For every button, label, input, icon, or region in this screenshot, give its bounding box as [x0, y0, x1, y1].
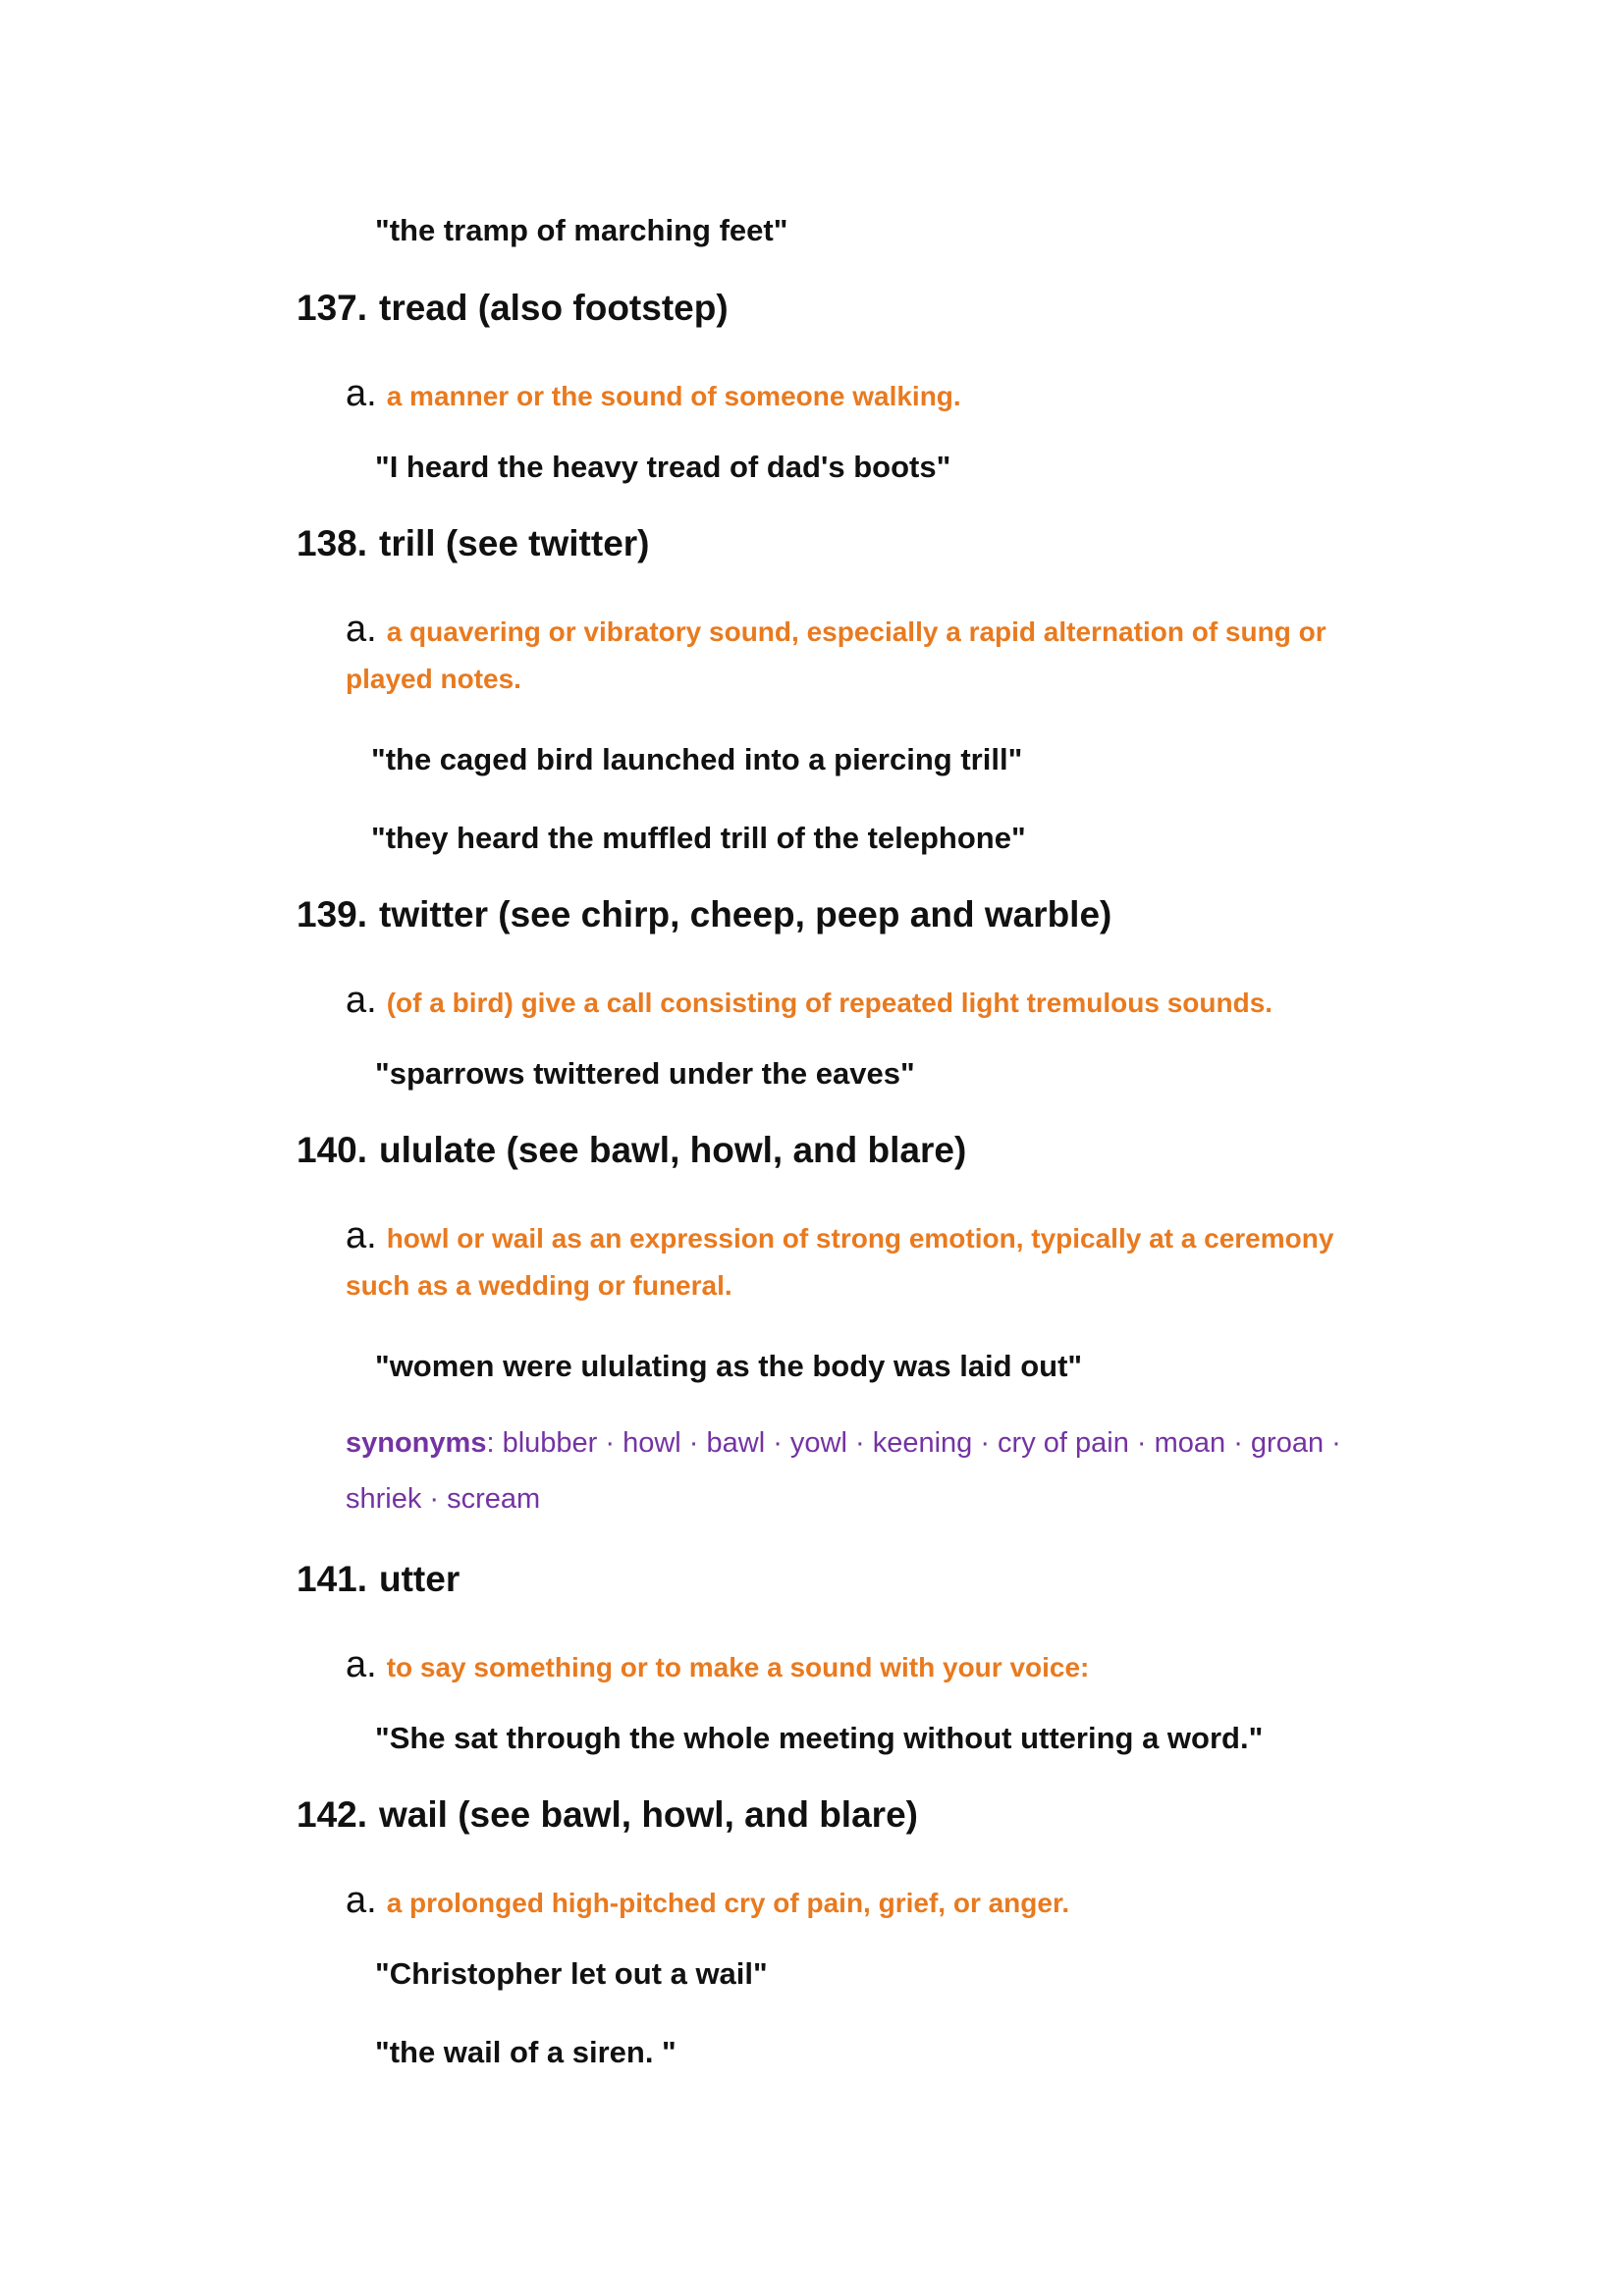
example-sentence: "the wail of a siren. "	[375, 2035, 677, 2069]
entry-number: 142.	[297, 1794, 368, 1835]
definition-text: a manner or the sound of someone walking.	[386, 381, 961, 411]
entry-heading-138	[297, 523, 650, 564]
definition-142	[346, 1880, 1069, 1922]
entry-heading-140	[297, 1130, 966, 1171]
definition-text: a prolonged high-pitched cry of pain, grief, or anger.	[386, 1888, 1070, 1918]
entry-number: 137.	[297, 288, 368, 328]
example-sentence: "the caged bird launched into a piercing trill"	[371, 742, 1023, 776]
definition-141	[346, 1644, 1089, 1686]
entry-term: tread (also footstep)	[379, 288, 729, 328]
definition-140-continued: such as a wedding or funeral.	[346, 1270, 732, 1301]
definition-138	[346, 609, 1326, 651]
definition-marker: a.	[346, 1644, 377, 1685]
example-sentence: "the tramp of marching feet"	[375, 213, 788, 247]
entry-term: wail (see bawl, howl, and blare)	[379, 1794, 918, 1835]
definition-text: a quavering or vibratory sound, especially a rapid alternation of sung or	[386, 616, 1326, 647]
definition-140	[346, 1215, 1333, 1257]
example-sentence: "sparrows twittered under the eaves"	[375, 1056, 915, 1091]
entry-term: utter	[379, 1559, 460, 1599]
definition-marker: a.	[346, 1880, 377, 1921]
entry-number: 138.	[297, 523, 368, 563]
entry-term: ululate (see bawl, howl, and blare)	[379, 1130, 967, 1170]
example-sentence: "Christopher let out a wail"	[375, 1956, 768, 1991]
synonyms-list: : blubber · howl · bawl · yowl · keening · cry of pain · moan · groan ·	[486, 1427, 1341, 1459]
definition-text: (of a bird) give a call consisting of repeated light tremulous sounds.	[386, 988, 1273, 1018]
entry-heading-137	[297, 288, 729, 329]
synonyms-label: synonyms	[346, 1427, 487, 1459]
definition-138-continued: played notes.	[346, 664, 521, 694]
definition-139	[346, 980, 1272, 1022]
entry-heading-142	[297, 1794, 918, 1836]
entry-heading-141	[297, 1559, 460, 1600]
example-sentence: "I heard the heavy tread of dad's boots"	[375, 450, 951, 484]
entry-number: 139.	[297, 894, 368, 934]
definition-marker: a.	[346, 609, 377, 650]
definition-marker: a.	[346, 373, 377, 414]
entry-heading-139	[297, 894, 1111, 935]
entry-term: trill (see twitter)	[379, 523, 650, 563]
entry-number: 141.	[297, 1559, 368, 1599]
definition-marker: a.	[346, 1215, 377, 1256]
synonyms-list-continued: shriek · scream	[346, 1483, 541, 1515]
synonyms-line	[346, 1427, 1341, 1460]
example-sentence: "She sat through the whole meeting without uttering a word."	[375, 1721, 1264, 1755]
definition-marker: a.	[346, 980, 377, 1021]
example-sentence: "women were ululating as the body was laid out"	[375, 1349, 1083, 1383]
definition-137	[346, 373, 961, 415]
definition-text: to say something or to make a sound with your voice:	[386, 1652, 1090, 1682]
example-sentence: "they heard the muffled trill of the telephone"	[371, 821, 1026, 855]
entry-term: twitter (see chirp, cheep, peep and warble)	[379, 894, 1112, 934]
definition-text: howl or wail as an expression of strong emotion, typically at a ceremony	[386, 1223, 1334, 1254]
entry-number: 140.	[297, 1130, 368, 1170]
